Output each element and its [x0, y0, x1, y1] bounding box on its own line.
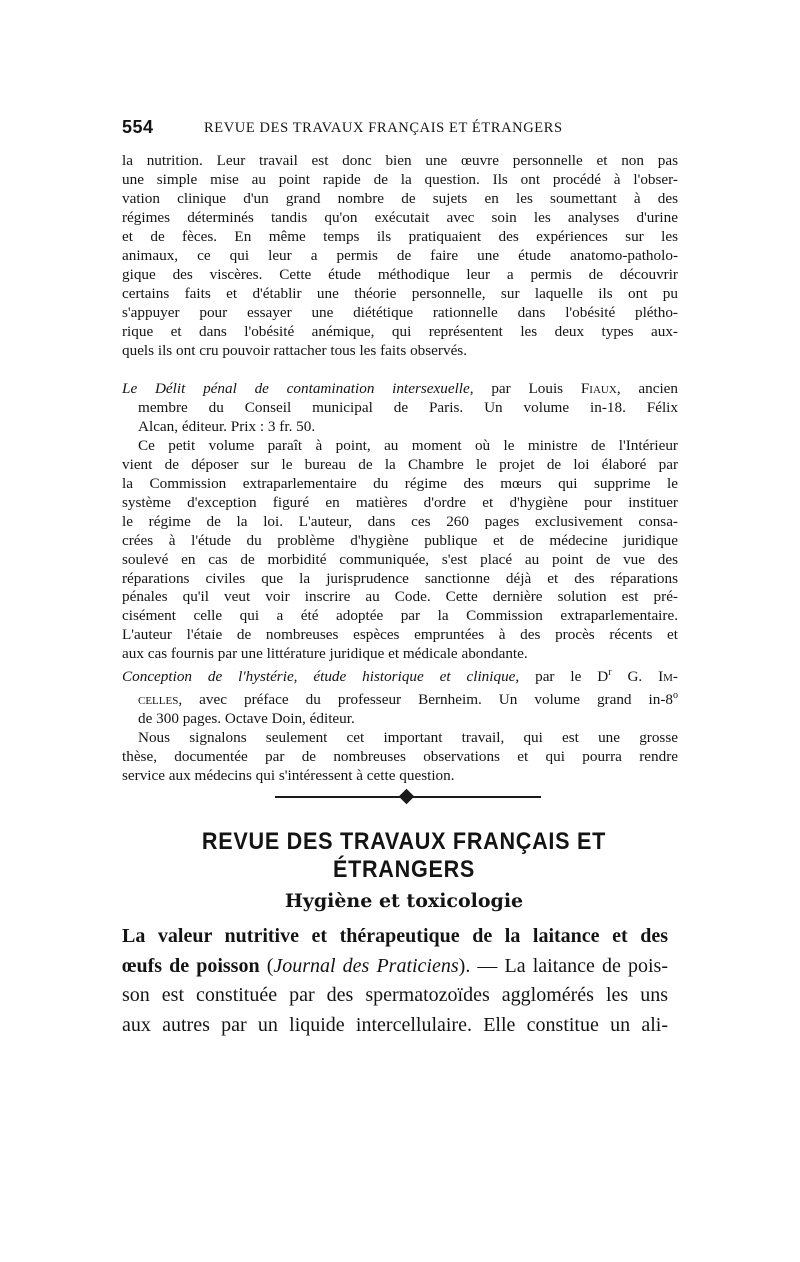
- section-subheading: Hygiène et toxicologie: [284, 890, 524, 912]
- text-line: le régime de la loi. L'auteur, dans ces 260 pages exclusivement consa-: [122, 512, 678, 530]
- text-line: régimes déterminés tandis qu'on exécutait avec soin les analyses d'urine: [122, 208, 678, 226]
- text-line: animaux, ce qui leur a permis de faire une étude anatomo-patholo-: [122, 246, 678, 264]
- text-line: la Commission extraparlementaire du régime des mœurs qui supprime le: [122, 474, 678, 492]
- bibliographic-line: Alcan, éditeur. Prix : 3 fr. 50.: [138, 417, 316, 435]
- book-title: Le Délit pénal de contamination intersexuelle,: [122, 380, 474, 397]
- text-line: cisément celle qui a été adoptée par la Commission extraparlementaire.: [122, 607, 678, 625]
- book-author: Fiaux: [580, 380, 617, 397]
- text-line: soulevé en cas de morbidité communiquée, s'est placé au point de vue des: [122, 550, 678, 568]
- text-line: service aux médecins qui s'intéressent à cette question.: [122, 767, 455, 785]
- text-line: système d'exception figuré en matières d'ordre et d'hygiène pour instituer: [122, 493, 678, 511]
- book-author: G. Im-: [611, 668, 678, 686]
- divider-ornament: [399, 789, 415, 805]
- paragraph-obesity-study: [122, 152, 678, 360]
- running-head: [122, 117, 684, 141]
- article-laitance: [122, 922, 668, 1040]
- text-line: pénales qu'il veut voir inscrire au Code. Cette dernière solution est pré-: [122, 588, 678, 606]
- book-title: Conception de l'hystérie, étude historique et clinique,: [122, 668, 520, 686]
- text-line: s'appuyer pour essayer une diététique rationnelle dans l'obésité plétho-: [122, 303, 678, 321]
- text-line: quels ils ont cru pouvoir rattacher tous les faits observés.: [122, 341, 468, 359]
- journal-name: Journal des Praticiens: [273, 954, 459, 977]
- text-line: la nutrition. Leur travail est donc bien une œuvre personnelle et non pas: [122, 152, 678, 169]
- article-title: La valeur nutritive et thérapeutique de la laitance et des: [122, 925, 668, 947]
- text-line: aux cas fournis par une littérature juridique et médicale abondante.: [122, 645, 528, 663]
- text-line: vient de déposer sur le bureau de la Chambre le projet de loi élaboré par: [122, 455, 678, 473]
- bibliographic-line: celles, avec préface du professeur Bernheim. Un volume grand in-8$^o$: [138, 690, 678, 709]
- article-line: œufs de poisson (Journal des Praticiens). — La laitance de pois-: [122, 954, 668, 977]
- text-line: et de fèces. En même temps ils pratiquaient des expériences sur les: [122, 227, 678, 245]
- running-title: REVUE DES TRAVAUX FRANÇAIS ET ÉTRANGERS: [204, 120, 563, 136]
- text-line: vation clinique d'un grand nombre de sujets en les soumettant à des: [122, 189, 678, 207]
- text-line: certains faits et d'établir une théorie personnelle, sur laquelle ils ont pu: [122, 284, 678, 302]
- article-line: son est constituée par des spermatozoïdes agglomérés les uns: [122, 984, 668, 1006]
- text-line: crées à l'étude du problème d'hygiène publique et de médecine juridique: [122, 531, 678, 549]
- text-line: Ce petit volume paraît à point, au moment où le ministre de l'Intérieur: [138, 436, 678, 454]
- text-line: gique des viscères. Cette étude méthodique leur a permis de découvrir: [122, 265, 678, 283]
- bibliographic-line: Le Délit pénal de contamination intersexuelle, par Louis Fiaux, ancien: [122, 380, 678, 397]
- bibliographic-line: de 300 pages. Octave Doin, éditeur.: [138, 710, 355, 728]
- text-line: L'auteur l'étaie de nombreuses espèces empruntées à des procès récents et: [122, 626, 678, 644]
- text-line: rique et dans l'obésité anémique, qui représentent les deux types aux-: [122, 322, 678, 340]
- text-line: réparations civiles que la jurisprudence sanctionne déjà et des réparations: [122, 569, 678, 587]
- text-line: Nous signalons seulement cet important travail, qui est une grosse: [138, 729, 678, 747]
- bibliographic-line: membre du Conseil municipal de Paris. Un volume in-18. Félix: [138, 398, 678, 416]
- bibliographic-line: Conception de l'hystérie, étude historique et clinique, par le $D^r$ G. Im-: [122, 667, 678, 686]
- text-line: thèse, documentée par de nombreuses observations et qui pourra rendre: [122, 748, 678, 766]
- section-heading: REVUE DES TRAVAUX FRANÇAIS ET ÉTRANGERS: [201, 828, 607, 883]
- article-line: aux autres par un liquide intercellulaire. Elle constitue un ali-: [122, 1013, 668, 1036]
- page-number: 554: [122, 117, 154, 137]
- book-entry-delit-penal: [122, 380, 678, 786]
- text-line: une simple mise au point rapide de la question. Ils ont procédé à l'obser-: [122, 170, 678, 188]
